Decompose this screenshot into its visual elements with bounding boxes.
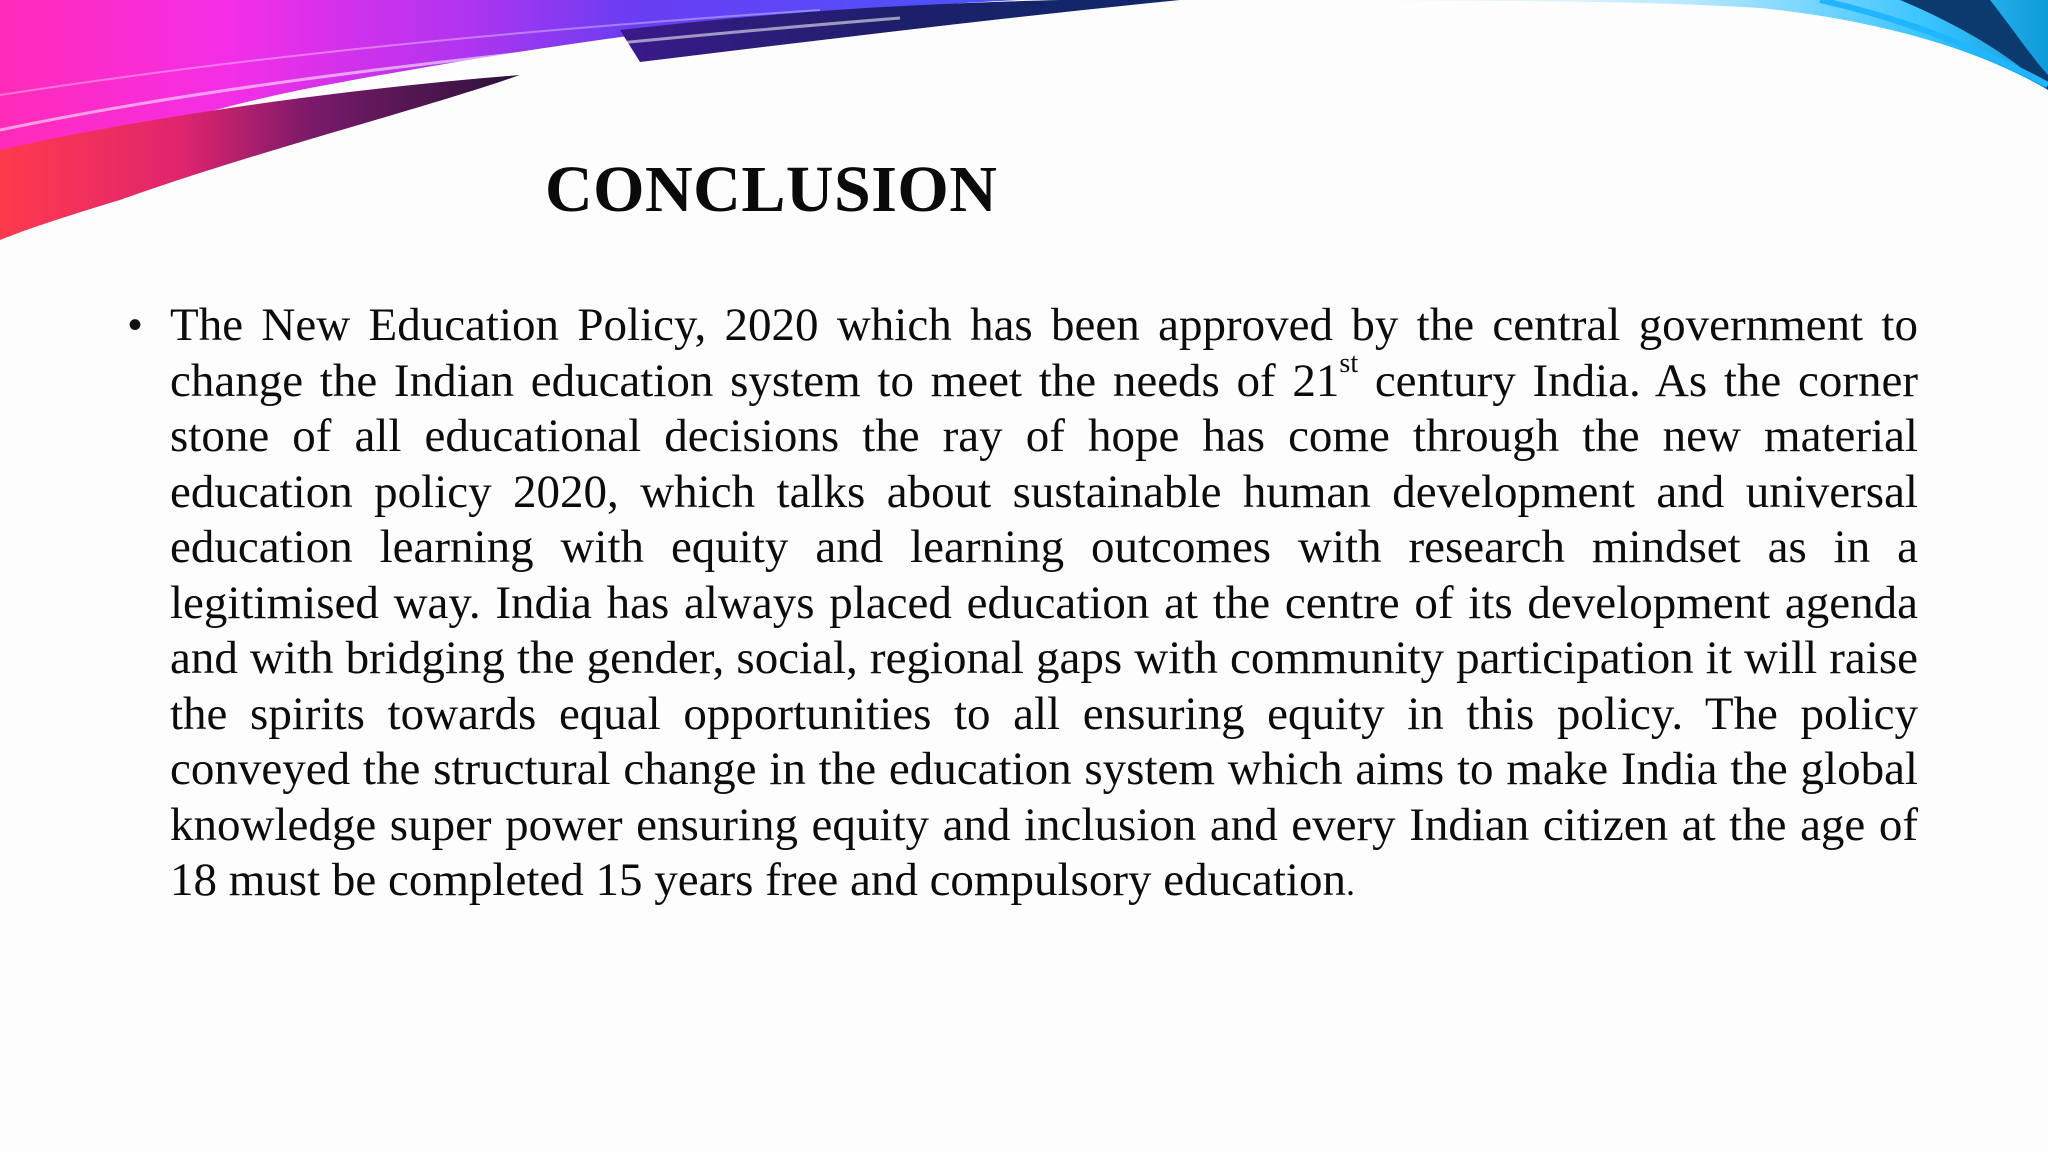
slide-title: CONCLUSION xyxy=(545,153,998,226)
bullet-list xyxy=(128,298,1918,912)
bullet-item xyxy=(128,298,1918,912)
bullet-text-part-2: century India. As the corner stone of all educational decisions the ray of hope has come through the new material education policy 2020, which talks about sustainable human development and universal education learning with equity and learning outcomes with research mindset as in a legitimised way. India has always placed education at the centre of its development agenda and with bridging the gender, social, regional gaps with community participation it will raise the spirits towards equal opportunities to all ensuring equity in this policy. The policy conveyed the structural change in the education system which aims to make India the global knowledge super power ensuring equity and inclusion and every Indian citizen at the age of 18 must be completed 15 years free and compulsory education xyxy=(170,354,1918,906)
ordinal-superscript: st xyxy=(1339,347,1359,379)
bullet-text-part-1: The New Education Policy, 2020 which has been approved by the central government to change the Indian education system to meet the needs of 21 xyxy=(170,299,1918,407)
bullet-dot-icon: • xyxy=(128,303,143,347)
bullet-end-mark: . xyxy=(1345,863,1355,903)
decorative-swoosh-banner xyxy=(0,0,2048,260)
bullet-paragraph xyxy=(170,298,1918,912)
